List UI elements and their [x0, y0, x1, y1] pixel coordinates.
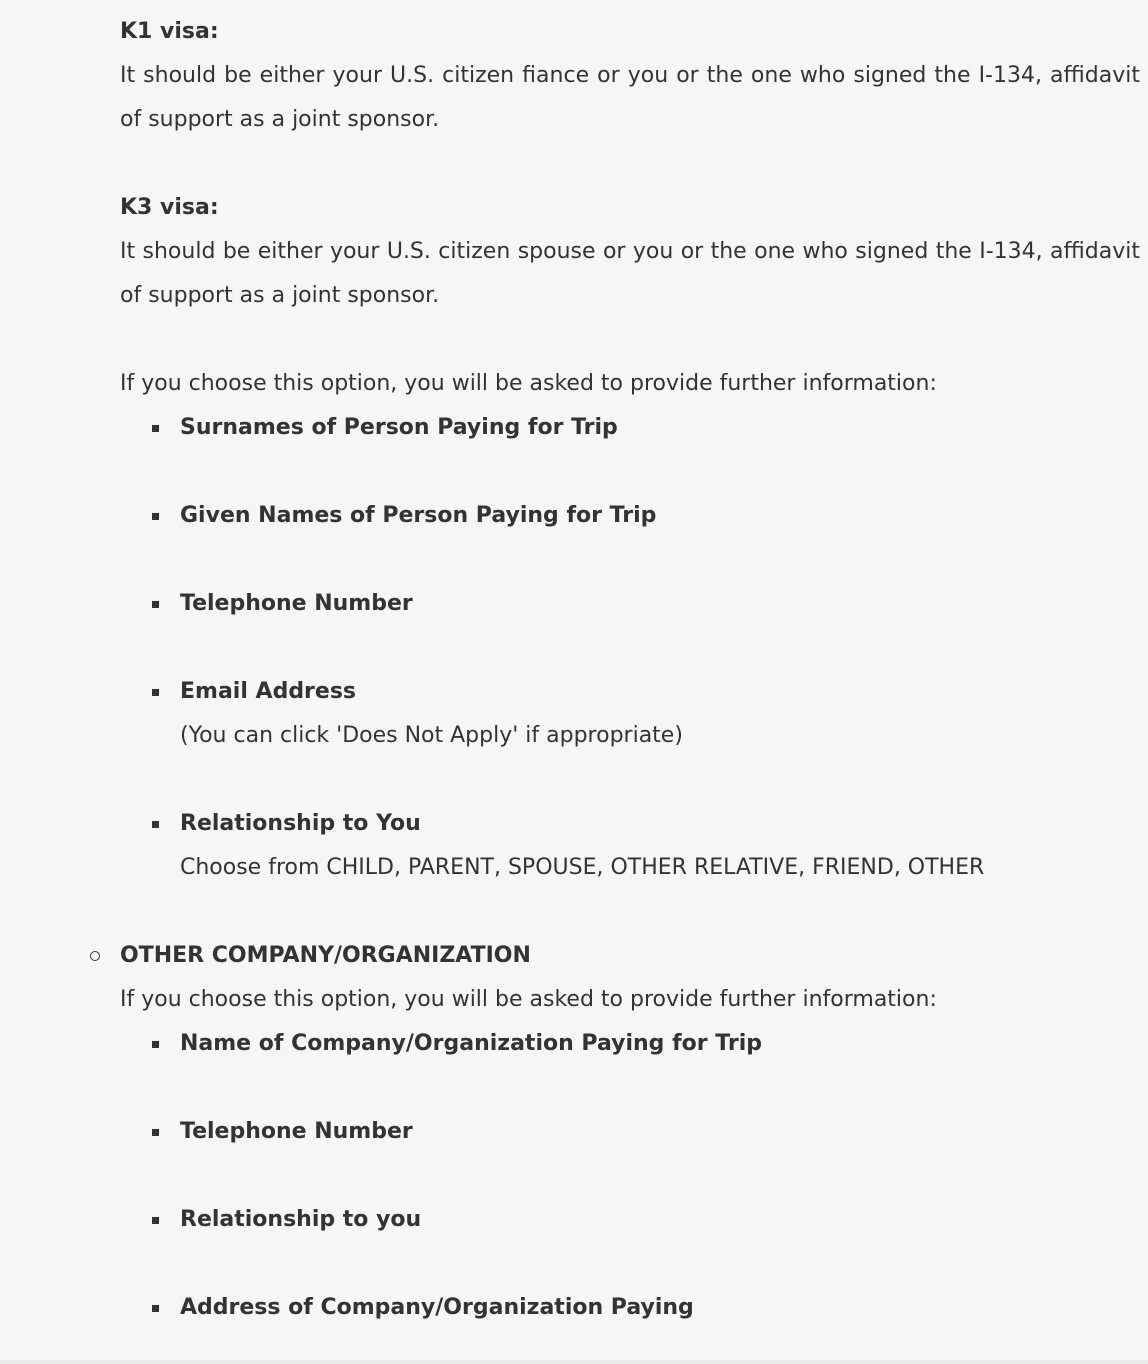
list-item-note: (You can click 'Does Not Apply' if appropriate)	[180, 723, 683, 748]
list-item	[180, 1286, 1140, 1330]
k3-visa-block	[120, 186, 1140, 318]
list-item-title: Surnames of Person Paying for Trip	[180, 415, 618, 440]
list-item	[180, 406, 1140, 450]
k1-visa-title: K1 visa:	[120, 19, 219, 44]
company-option	[120, 934, 1140, 1330]
list-item-title: Given Names of Person Paying for Trip	[180, 503, 657, 528]
list-item-title: Relationship to You	[180, 811, 421, 836]
person-info-list	[120, 406, 1140, 890]
person-option-intro: If you choose this option, you will be asked to provide further information:	[120, 371, 937, 396]
list-item-title: Telephone Number	[180, 1119, 413, 1144]
company-option-intro: If you choose this option, you will be asked to provide further information:	[120, 987, 937, 1012]
k1-visa-text: It should be either your U.S. citizen fiance or you or the one who signed the I-134, affidavit of support as a joint sponsor.	[120, 63, 1140, 132]
list-item	[180, 802, 1140, 890]
list-item	[180, 582, 1140, 626]
k1-visa-block	[120, 10, 1140, 142]
company-option-title: OTHER COMPANY/ORGANIZATION	[120, 943, 531, 968]
k3-visa-text: It should be either your U.S. citizen spouse or you or the one who signed the I-134, affidavit of support as a joint sponsor.	[120, 239, 1140, 308]
list-item	[180, 1110, 1140, 1154]
hollow-circle-bullet-icon	[90, 951, 100, 961]
company-info-list	[120, 1022, 1140, 1330]
list-item	[180, 1198, 1140, 1242]
list-item-title: Relationship to you	[180, 1207, 422, 1232]
list-item-title: Name of Company/Organization Paying for Trip	[180, 1031, 762, 1056]
list-item	[180, 494, 1140, 538]
article-content	[120, 10, 1140, 1330]
list-item-title: Email Address	[180, 679, 357, 704]
list-item	[180, 1022, 1140, 1066]
k3-visa-title: K3 visa:	[120, 195, 219, 220]
list-item-title: Address of Company/Organization Paying	[180, 1295, 694, 1320]
bottom-scroll-edge	[0, 1360, 1148, 1364]
list-item-title: Telephone Number	[180, 591, 413, 616]
list-item	[180, 670, 1140, 758]
list-item-note: Choose from CHILD, PARENT, SPOUSE, OTHER RELATIVE, FRIEND, OTHER	[180, 855, 985, 880]
